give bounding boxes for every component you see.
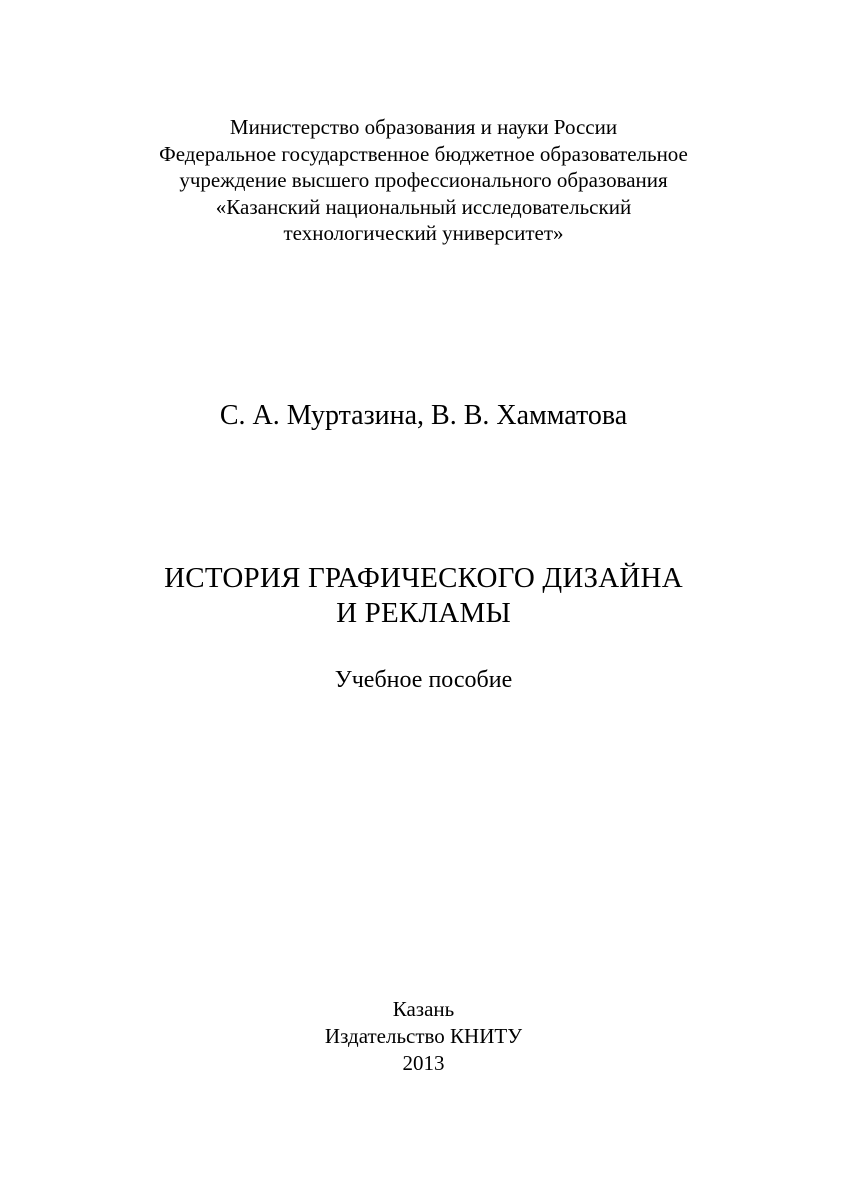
institution-line-federal: Федеральное государственное бюджетное образовательное — [159, 141, 688, 166]
imprint-publisher: Издательство КНИТУ — [324, 1024, 523, 1048]
institution-line-ministry: Министерство образования и науки России — [229, 115, 618, 139]
institution-line-university-name: «Казанский национальный исследовательский — [215, 194, 632, 219]
authors: С. А. Муртазина, В. В. Хамматова — [219, 400, 628, 431]
imprint — [0, 996, 847, 1077]
institution-line-education: учреждение высшего профессионального образования — [179, 168, 668, 192]
imprint-city: Казань — [392, 997, 455, 1021]
institution-line-university-type: технологический университет» — [283, 221, 564, 245]
institution-header — [0, 114, 847, 247]
book-subtitle: Учебное пособие — [334, 667, 513, 693]
book-title — [0, 561, 847, 631]
book-title-line-2: И РЕКЛАМЫ — [336, 597, 511, 629]
imprint-year: 2013 — [402, 1051, 445, 1075]
book-title-line-1: ИСТОРИЯ ГРАФИЧЕСКОГО ДИЗАЙНА — [164, 562, 683, 594]
